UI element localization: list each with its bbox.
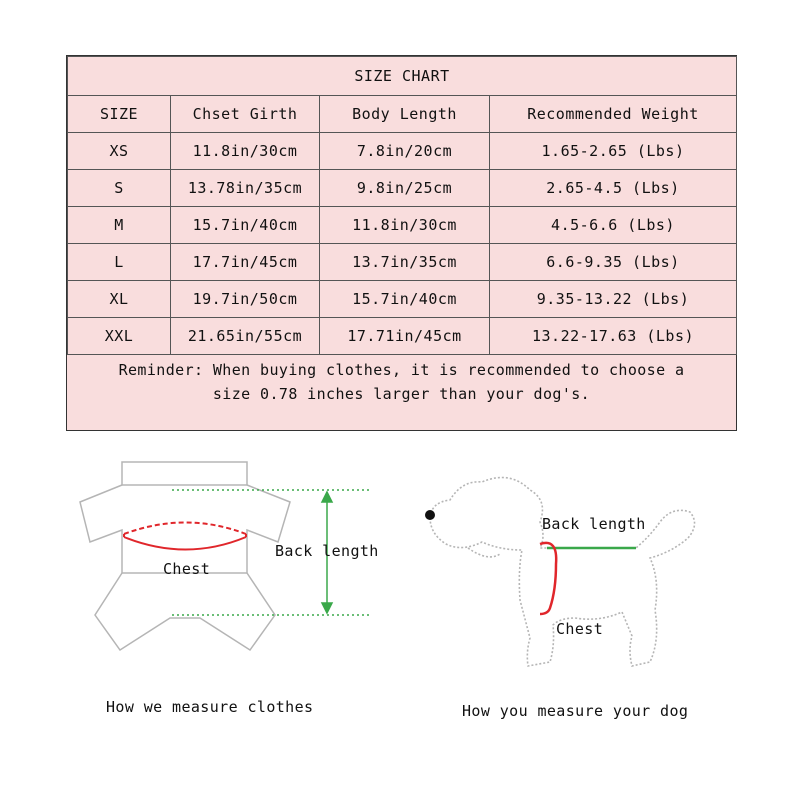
- cell-size: XL: [68, 281, 171, 318]
- cell-chest-girth: 13.78in/35cm: [171, 170, 320, 207]
- cell-size: S: [68, 170, 171, 207]
- reminder-line-1: Reminder: When buying clothes, it is recommended to choose a: [118, 361, 685, 379]
- cell-body-length: 9.8in/25cm: [320, 170, 490, 207]
- cell-chest-girth: 17.7in/45cm: [171, 244, 320, 281]
- cell-size: XXL: [68, 318, 171, 355]
- header-chest-girth: Chset Girth: [171, 96, 320, 133]
- dog-back-length-label: Back length: [542, 515, 646, 533]
- cell-size: M: [68, 207, 171, 244]
- header-size: SIZE: [68, 96, 171, 133]
- table-header-row: [68, 96, 737, 133]
- garment-chest-label: Chest: [163, 560, 211, 578]
- size-chart: [66, 55, 737, 431]
- cell-body-length: 17.71in/45cm: [320, 318, 490, 355]
- cell-body-length: 11.8in/30cm: [320, 207, 490, 244]
- cell-weight: 13.22-17.63 (Lbs): [490, 318, 737, 355]
- size-chart-table: [67, 56, 737, 355]
- header-recommended-weight: Recommended Weight: [490, 96, 737, 133]
- table-row: [68, 318, 737, 355]
- cell-size: L: [68, 244, 171, 281]
- table-row: [68, 170, 737, 207]
- dog-nose-icon: [425, 510, 435, 520]
- table-row: [68, 281, 737, 318]
- cell-body-length: 7.8in/20cm: [320, 133, 490, 170]
- reminder-line-2: size 0.78 inches larger than your dog's.: [212, 385, 591, 403]
- cell-weight: 6.6-9.35 (Lbs): [490, 244, 737, 281]
- table-row: [68, 207, 737, 244]
- dog-caption: How you measure your dog: [462, 702, 689, 720]
- cell-chest-girth: 19.7in/50cm: [171, 281, 320, 318]
- cell-chest-girth: 15.7in/40cm: [171, 207, 320, 244]
- cell-weight: 1.65-2.65 (Lbs): [490, 133, 737, 170]
- dog-chest-line: [540, 543, 556, 614]
- cell-body-length: 13.7in/35cm: [320, 244, 490, 281]
- cell-size: XS: [68, 133, 171, 170]
- measurement-diagrams: [0, 440, 800, 800]
- table-row: [68, 133, 737, 170]
- table-row: [68, 244, 737, 281]
- reminder-note: [67, 358, 736, 406]
- cell-body-length: 15.7in/40cm: [320, 281, 490, 318]
- cell-chest-girth: 11.8in/30cm: [171, 133, 320, 170]
- cell-weight: 9.35-13.22 (Lbs): [490, 281, 737, 318]
- cell-chest-girth: 21.65in/55cm: [171, 318, 320, 355]
- size-chart-title: SIZE CHART: [68, 57, 737, 96]
- measurement-illustration: [0, 440, 800, 800]
- dog-chest-label: Chest: [556, 620, 604, 638]
- cell-weight: 4.5-6.6 (Lbs): [490, 207, 737, 244]
- garment-chest-line: [124, 523, 246, 550]
- header-body-length: Body Length: [320, 96, 490, 133]
- garment-back-length-label: Back length: [275, 542, 379, 560]
- clothes-caption: How we measure clothes: [106, 698, 314, 716]
- cell-weight: 2.65-4.5 (Lbs): [490, 170, 737, 207]
